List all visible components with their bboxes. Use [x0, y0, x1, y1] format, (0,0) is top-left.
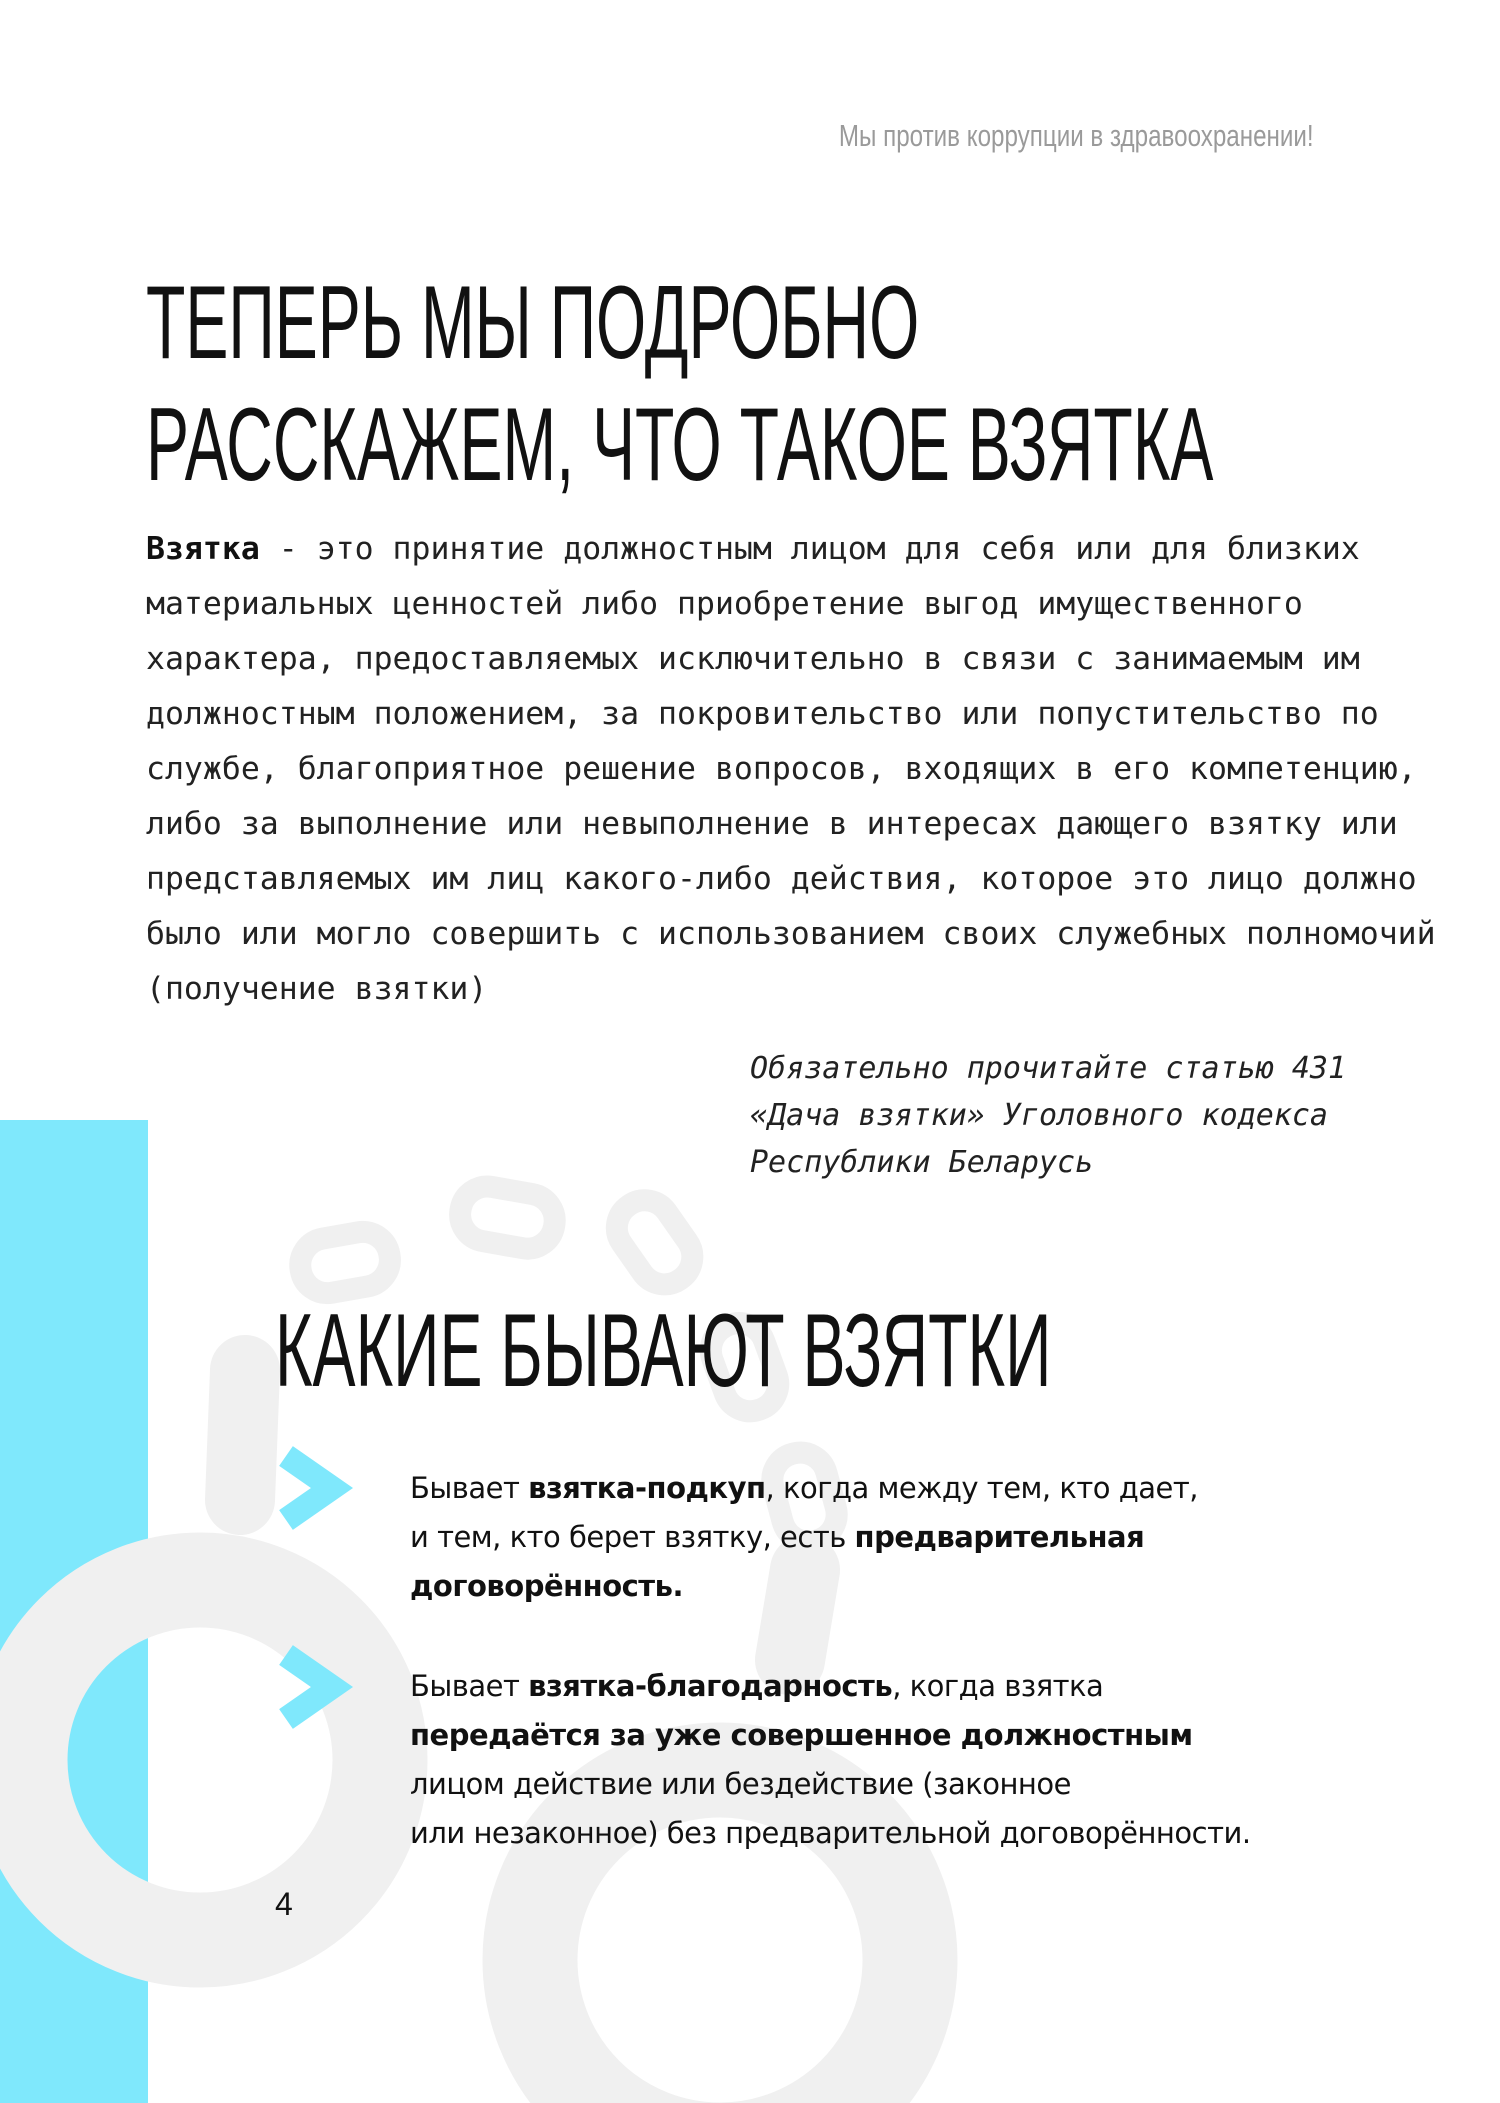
page-title-line-1: ТЕПЕРЬ МЫ ПОДРОБНО: [146, 265, 920, 381]
chevron-right-icon: [270, 1444, 358, 1532]
chevron-right-icon: [270, 1643, 358, 1731]
header-tagline: Мы против коррупции в здравоохранении!: [839, 118, 1314, 153]
item-1-line-2: и тем, кто берет взятку, есть предварительная: [410, 1520, 1145, 1554]
note-line-1: Обязательно прочитайте статью 431: [750, 1051, 1347, 1086]
bribe-definition: [146, 522, 1436, 1017]
bribe-type-item-1: [410, 1464, 1310, 1611]
item-2-line-4: или незаконное) без предварительной договорённости.: [410, 1816, 1251, 1850]
note-line-2: «Дача взятки» Уголовного кодекса: [750, 1098, 1328, 1133]
note-line-3: Республики Беларусь: [750, 1145, 1094, 1180]
page-title-line-2: РАССКАЖЕМ, ЧТО ТАКОЕ ВЗЯТКА: [146, 387, 1214, 503]
section-title: КАКИЕ БЫВАЮТ ВЗЯТКИ: [275, 1293, 1052, 1409]
item-2-line-1: Бывает взятка-благодарность, когда взятка: [410, 1669, 1104, 1703]
page-number: 4: [275, 1886, 293, 1922]
item-1-line-1: Бывает взятка-подкуп, когда между тем, кто дает,: [410, 1471, 1198, 1505]
criminal-code-note: [750, 1045, 1350, 1186]
item-2-line-3: лицом действие или бездействие (законное: [410, 1767, 1071, 1801]
handcuffs-icon: [0, 1140, 1500, 2103]
term-bribe-subornation: взятка-подкуп: [528, 1471, 766, 1505]
item-1-line-3: договорённость.: [410, 1569, 683, 1603]
item-2-line-2: передаётся за уже совершенное должностным: [410, 1718, 1193, 1752]
bribe-type-item-2: [410, 1662, 1310, 1858]
page-title: [146, 262, 1214, 506]
term-bribe-gratitude: взятка-благодарность: [528, 1669, 893, 1703]
definition-term: Взятка: [146, 531, 260, 567]
definition-text: - это принятие должностным лицом для себя или для близких материальных ценностей либо приобретение выгод имущественного характера, предоставляемых исключительно в связи с занимаемым им должностным положением, за покровительство или попустительство по службе, благоприятное решение вопросов, входящих в его компетенцию, либо за выполнение или невыполнение в интересах дающего взятку или представляемых им лиц какого-либо действия, которое это лицо должно было или могло совершить с использованием своих служебных полномочий (получение взятки): [146, 531, 1436, 1007]
